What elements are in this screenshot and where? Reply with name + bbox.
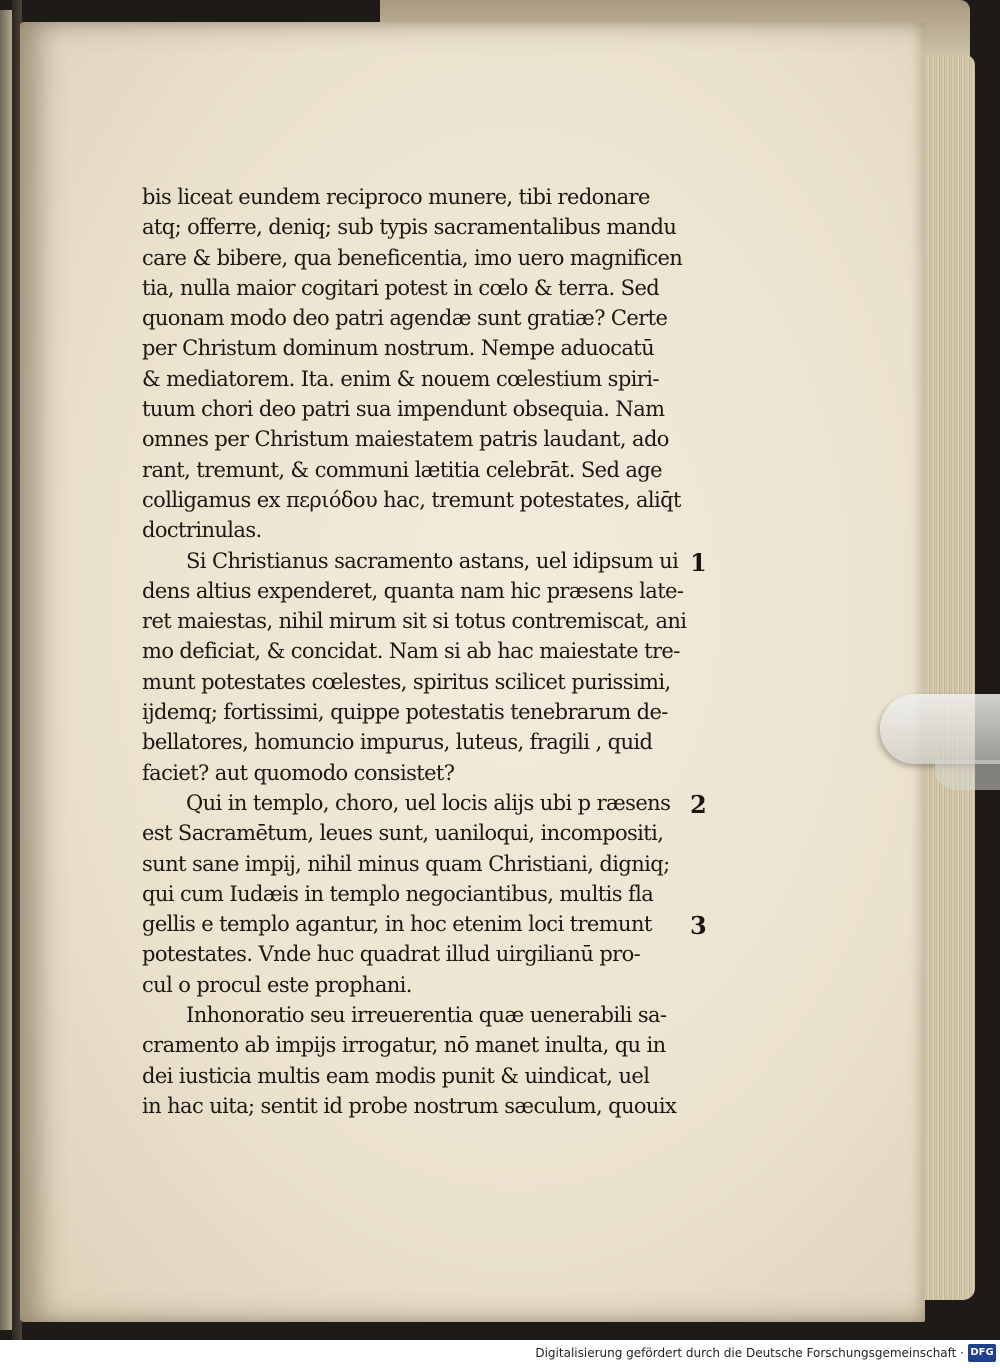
text-line: bellatores, homuncio impurus, luteus, fragili , quid [142, 730, 653, 755]
text-line: bis liceat eundem reciproco munere, tibi redonare [142, 185, 650, 209]
text-line: quonam modo deo patri agendæ sunt gratiæ? Certe [142, 306, 668, 331]
text-line: Inhonoratio seu irreuerentia quæ uenerabili sa- [186, 1003, 667, 1028]
text-line: cramento ab impijs irrogatur, nō manet inulta, qu in [142, 1033, 666, 1058]
text-line: dei iusticia multis eam modis punit & uindicat, uel [142, 1063, 650, 1088]
text-line: tia, nulla maior cogitari potest in cœlo & terra. Sed [142, 275, 660, 300]
text-line: doctrinulas. [142, 518, 262, 543]
funding-notice: Digitalisierung gefördert durch die Deutsche Forschungsgemeinschaft · [535, 1346, 964, 1360]
text-line: omnes per Christum maiestatem patris laudant, ado [142, 427, 669, 452]
text-line: gellis e templo agantur, in hoc etenim loci tremunt [142, 912, 652, 937]
text-line: Si Christianus sacramento astans, uel idipsum ui [186, 548, 679, 573]
margin-number: 2 [690, 790, 707, 819]
transparent-page-clip [880, 694, 1000, 764]
text-line: atq; offerre, deniq; sub typis sacramentalibus mandu [142, 215, 677, 240]
text-line: qui cum Iudæis in templo negociantibus, multis fla [142, 881, 654, 906]
text-line: cul o procul este prophani. [142, 972, 412, 997]
text-line: per Christum dominum nostrum. Nempe aduocatū [142, 336, 655, 361]
text-line: tuum chori deo patri sua impendunt obsequia. Nam [142, 397, 665, 422]
text-line: & mediatorem. Ita. enim & nouem cœlestium spiri- [142, 366, 659, 391]
margin-number: 3 [690, 911, 707, 941]
clip-tail [935, 760, 1000, 790]
text-line: in hac uita; sentit id probe nostrum sæculum, quouix [142, 1093, 677, 1118]
text-line: care & bibere, qua beneficentia, imo uero magnificen [142, 245, 683, 270]
text-line: Qui in templo, choro, uel locis alijs ubi p ræsens [186, 790, 671, 815]
dfg-logo: DFG [968, 1344, 996, 1362]
text-line: rant, tremunt, & communi lætitia celebrāt. Sed age [142, 457, 662, 482]
text-line: sunt sane impij, nihil minus quam Christiani, digniq; [142, 851, 670, 876]
text-line: dens altius expenderet, quanta nam hic præsens late- [142, 578, 684, 603]
text-line: est Sacramētum, leues sunt, uaniloqui, incompositi, [142, 821, 664, 846]
text-block [142, 182, 712, 1121]
text-line: mo deficiat, & concidat. Nam si ab hac maiestate tre- [142, 639, 680, 664]
book-page [20, 22, 925, 1322]
text-line: munt potestates cœlestes, spiritus scilicet purissimi, [142, 669, 671, 694]
footer-bar [0, 1340, 1000, 1368]
text-line: faciet? aut quomodo consistet? [142, 760, 455, 785]
text-line: ret maiestas, nihil mirum sit si totus contremiscat, ani [142, 609, 687, 634]
text-line: colligamus ex περιόδου hac, tremunt potestates, aliq̄t [142, 487, 681, 512]
margin-number: 1 [690, 547, 707, 577]
text-line: potestates. Vnde huc quadrat illud uirgilianū pro- [142, 942, 641, 967]
text-line: ijdemq; fortissimi, quippe potestatis tenebrarum de- [142, 700, 668, 725]
